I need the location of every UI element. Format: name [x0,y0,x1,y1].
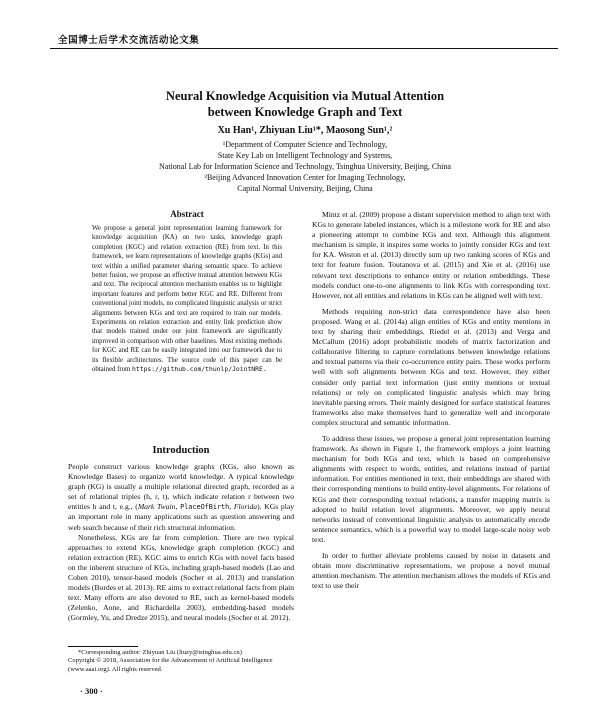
corresponding-author-note: *Corresponding author: Zhiyuan Liu (liuzy@tsinghua.edu.cn) [78,649,242,656]
intro-text-segment: People construct various knowledge graphs (KGs, also known as Knowledge Bases) to organize world knowledge. A typical knowledge graph (KG) is usually a multiple relational directed graph, recorded as a set of relational triples (h, r, t), which indicate relation r between two entities h and t, e.g., ( [68,462,294,512]
abstract-body [92,224,282,375]
right-paragraph-2: Methods requiring non-strict data correspondence have also been proposed. Wang et al. (2014a) align entities of KGs and entity mentions in text by sharing their embeddings. Riedel et al. (2013) and Verga and McCallum (2016) adopt probabilistic models of matrix factorization and collaborative filtering to capture correlations between knowledge relations and textual patterns via their co-occurrence entity pairs. These works perform well with soft alignments between KGs and text. However, they either consider only partial text information (just entity mentions or textual relations) or rely on complicated linguistic analysis which may bring inevitable parsing errors. Their mainly designed for surface statistical features frameworks also make themselves hard to generalize well and incorporate complex structural and semantic information. [312,306,550,427]
affiliation-line-3: National Lab for Information Science and Technology, Tsinghua University, Beijing, China [159,162,451,171]
journal-header: 全国博士后学术交流活动论文集 [58,36,200,46]
intro-text-segment: , [229,502,234,512]
entity-tail: Florida [233,502,258,512]
footnote [68,649,294,674]
affiliation-line-4: ²Beijing Advanced Innovation Center for Imaging Technology, [204,173,406,182]
abstract-text: We propose a general joint representation learning framework for knowledge acquisition (KA) on two tasks, knowledge graph completion (KGC) and relation extraction (RE) from text. In this framework, we learn representations of knowledge graphs (KGs) and text within a unified parameter sharing semantic space. To achieve better fusion, we propose an effective mutual attention between KGs and text. The reciprocal attention mechanism enables us to highlight important features and perform better KGC and RE. Different from conventional joint models, no complicated linguistic analysis or strict alignments between KGs and text are required to train our models. Experiments on relation extraction and entity link prediction show that models trained under our joint framework are significantly improved in comparison with other baselines. Most existing methods for KGC and RE can be easily integrated into our framework due to its flexible architectures. The source code of this paper can be obtained from [92,225,282,374]
abstract-heading: Abstract [170,209,204,219]
paper-title-line-1: Neural Knowledge Acquisition via Mutual Attention [165,89,445,103]
affiliation-line-5: Capital Normal University, Beijing, China [237,184,373,193]
source-code-link[interactable]: https://github.com/thunlp/JointNRE. [132,365,267,374]
intro-text-segment: ). KGs play an important role in many applications such as question answering and web search because of their rich structural information. [68,502,295,532]
paper-title-line-2: between Knowledge Graph and Text [207,105,403,119]
header-rule [50,48,558,49]
introduction-body [68,462,294,624]
entity-head: Mark Twain [137,502,176,512]
right-column [312,210,550,597]
introduction-paragraph-1 [68,462,294,533]
introduction-paragraph-2: Nonetheless, KGs are far from completion. There are two typical approaches to extend KGs, knowledge graph completion (KGC) and relation extraction (RE). KGC aims to enrich KGs with novel facts based on the inherent structure of KGs, including graph-based models (Lao and Cohen 2010), tensor-based models (Socher et al. 2013) and translation models (Bordes et al. 2013). RE aims to extract relational facts from plain text. Many efforts are also devoted to RE, such as kernel-based models (Zelenko, Aone, and Richardella 2003), embedding-based models (Gormley, Yu, and Dredze 2015), and neural models (Socher et al. 2012). [68,532,294,623]
footnote-rule [68,646,138,647]
relation-name: PlaceOfBirth [180,503,230,512]
page-number: · 300 · [80,686,103,696]
affiliation-line-1: ¹Department of Computer Science and Technology, [222,140,388,149]
introduction-heading: Introduction [152,445,210,456]
copyright-note: Copyright © 2018, Association for the Advancement of Artificial Intelligence (www.aaai.org). All rights reserved. [68,657,273,673]
intro-text-segment: , [175,502,181,512]
right-paragraph-4: In order to further alleviate problems caused by noise in datasets and obtain more discriminative representations, we propose a novel mutual attention mechanism. The attention mechanism allows the models of KGs and text to use their [312,551,550,591]
right-paragraph-1: Mintz et al. (2009) propose a distant supervision method to align text with KGs to generate labeled instances, which is a milestone work for RE and also a pioneering attempt to combine KGs and text. Although this alignment mechanism is simple, it inspires some works to jointly consider KGs and text for KA. Weston et al. (2013) directly sum up two ranking scores of KGs and text for feature fusion. Toutanova et al. (2015) and Xie et al. (2016) use relevant text descriptions to enhance entity or relation embeddings. These models conduct one-to-one alignments to link KGs with corresponding text. However, not all entities and relations in KGs can be aligned well with text. [312,210,550,300]
right-paragraph-3: To address these issues, we propose a general joint representation learning framework. As shown in Figure 1, the framework employs a joint learning mechanism for both KGs and text, which is based on comprehensive alignments with respect to words, entities, and relations instead of partial information. For entities mentioned in text, their embeddings are shared with their corresponding mentions to build entity-level alignments. For relations of KGs and their corresponding textual relations, a transfer mapping matrix is adopted to build relation level alignments. Moreover, we apply neural networks instead of conventional linguistic analysis to automatically encode sentence semantics, which is a powerful way to model large-scale noisy web text. [312,433,550,544]
affiliation-line-2: State Key Lab on Intelligent Technology and Systems, [217,151,393,160]
author-list: Xu Han¹, Zhiyuan Liu¹*, Maosong Sun¹,² [217,125,393,136]
